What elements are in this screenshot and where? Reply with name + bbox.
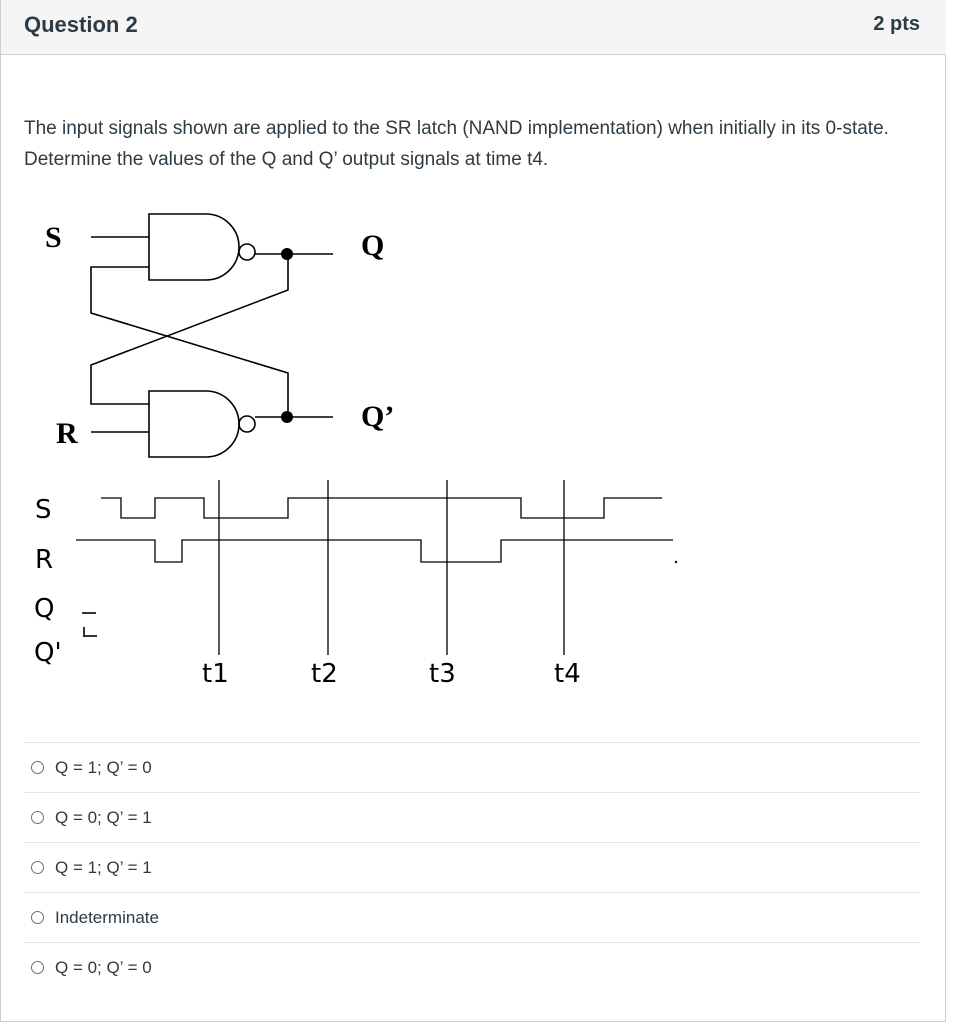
- junction-q: [281, 248, 293, 260]
- wire-feedback-bottom: [91, 254, 288, 404]
- answer-option-4[interactable]: [24, 892, 920, 942]
- time-label-t4: t4: [554, 659, 581, 689]
- radio-button-5[interactable]: [31, 961, 44, 974]
- waveform-r: [76, 540, 673, 562]
- timing-label-qbar: Q': [34, 638, 62, 668]
- answer-list: [24, 742, 920, 992]
- latch-label-r: R: [56, 417, 78, 450]
- time-label-t1: t1: [202, 659, 229, 689]
- question-figure: [1, 195, 721, 695]
- answer-label-3: Q = 1; Q’ = 1: [55, 857, 152, 877]
- time-label-t3: t3: [429, 659, 456, 689]
- radio-button-4[interactable]: [31, 911, 44, 924]
- latch-label-qbar: Q’: [361, 400, 395, 433]
- answer-label-1: Q = 1; Q’ = 0: [55, 757, 152, 777]
- question-points: 2 pts: [873, 13, 920, 35]
- answer-option-5[interactable]: [24, 942, 920, 992]
- nand-bubble-top: [239, 244, 255, 260]
- nand-gate-bottom: [149, 391, 239, 457]
- latch-label-s: S: [45, 221, 62, 254]
- latch-label-q: Q: [361, 229, 385, 262]
- sr-latch-diagram: [91, 214, 333, 457]
- radio-button-1[interactable]: [31, 761, 44, 774]
- answer-option-2[interactable]: [24, 792, 920, 842]
- junction-qbar: [281, 411, 293, 423]
- answer-option-3[interactable]: [24, 842, 920, 892]
- radio-button-3[interactable]: [31, 861, 44, 874]
- answer-label-2: Q = 0; Q’ = 1: [55, 807, 152, 827]
- timing-diagram: [76, 480, 677, 655]
- wire-feedback-top: [91, 267, 288, 417]
- radio-button-2[interactable]: [31, 811, 44, 824]
- nand-bubble-bottom: [239, 416, 255, 432]
- time-label-t2: t2: [311, 659, 338, 689]
- waveform-s: [101, 498, 662, 518]
- timing-label-s: S: [35, 495, 52, 525]
- timing-label-r: R: [35, 545, 54, 575]
- question-header: [1, 0, 946, 55]
- answer-label-5: Q = 0; Q’ = 0: [55, 957, 152, 977]
- answer-label-4: Indeterminate: [55, 907, 159, 927]
- nand-gate-top: [149, 214, 239, 280]
- answer-option-1[interactable]: [24, 742, 920, 792]
- question-title: Question 2: [24, 12, 138, 37]
- timing-label-q: Q: [34, 594, 55, 624]
- waveform-r-end-dot: [675, 561, 677, 563]
- question-text: The input signals shown are applied to the SR latch (NAND implementation) when initially in its 0-state. Determine the values of the Q and Q’ output signals at time t4.: [24, 118, 889, 170]
